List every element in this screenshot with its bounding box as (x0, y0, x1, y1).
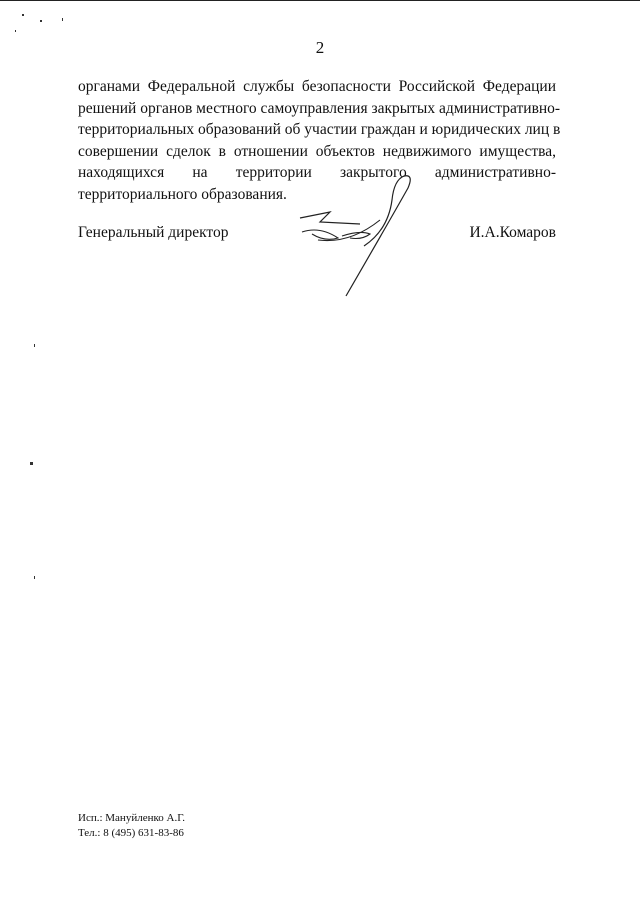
page-number: 2 (315, 38, 325, 57)
text-line: находящихся на территории закрытого административно- (78, 164, 556, 181)
text-line: решений органов местного самоуправления закрытых административно- (78, 99, 561, 117)
scan-speck (34, 576, 35, 579)
scan-speck (34, 344, 35, 347)
scan-speck (62, 18, 63, 21)
signatory-title: Генеральный директор (78, 224, 229, 241)
scan-speck (22, 14, 24, 16)
signatory-name: И.А.Комаров (469, 224, 556, 241)
phone-line: Тел.: 8 (495) 631-83-86 (78, 827, 184, 839)
top-border (0, 0, 640, 1)
text-line: органами Федеральной службы безопасности Российской Федерации (78, 78, 556, 95)
text-line: территориального образования. (78, 185, 287, 203)
text-line: совершении сделок в отношении объектов недвижимого имущества, (78, 142, 556, 160)
handwritten-signature (290, 160, 430, 300)
scan-speck (30, 462, 33, 465)
scan-speck (15, 30, 16, 32)
text-line: территориальных образований об участии граждан и юридических лиц в (78, 121, 561, 138)
executor-line: Исп.: Мануйленко А.Г. (78, 812, 186, 824)
footer-contacts (78, 811, 185, 841)
scan-speck (40, 20, 42, 22)
